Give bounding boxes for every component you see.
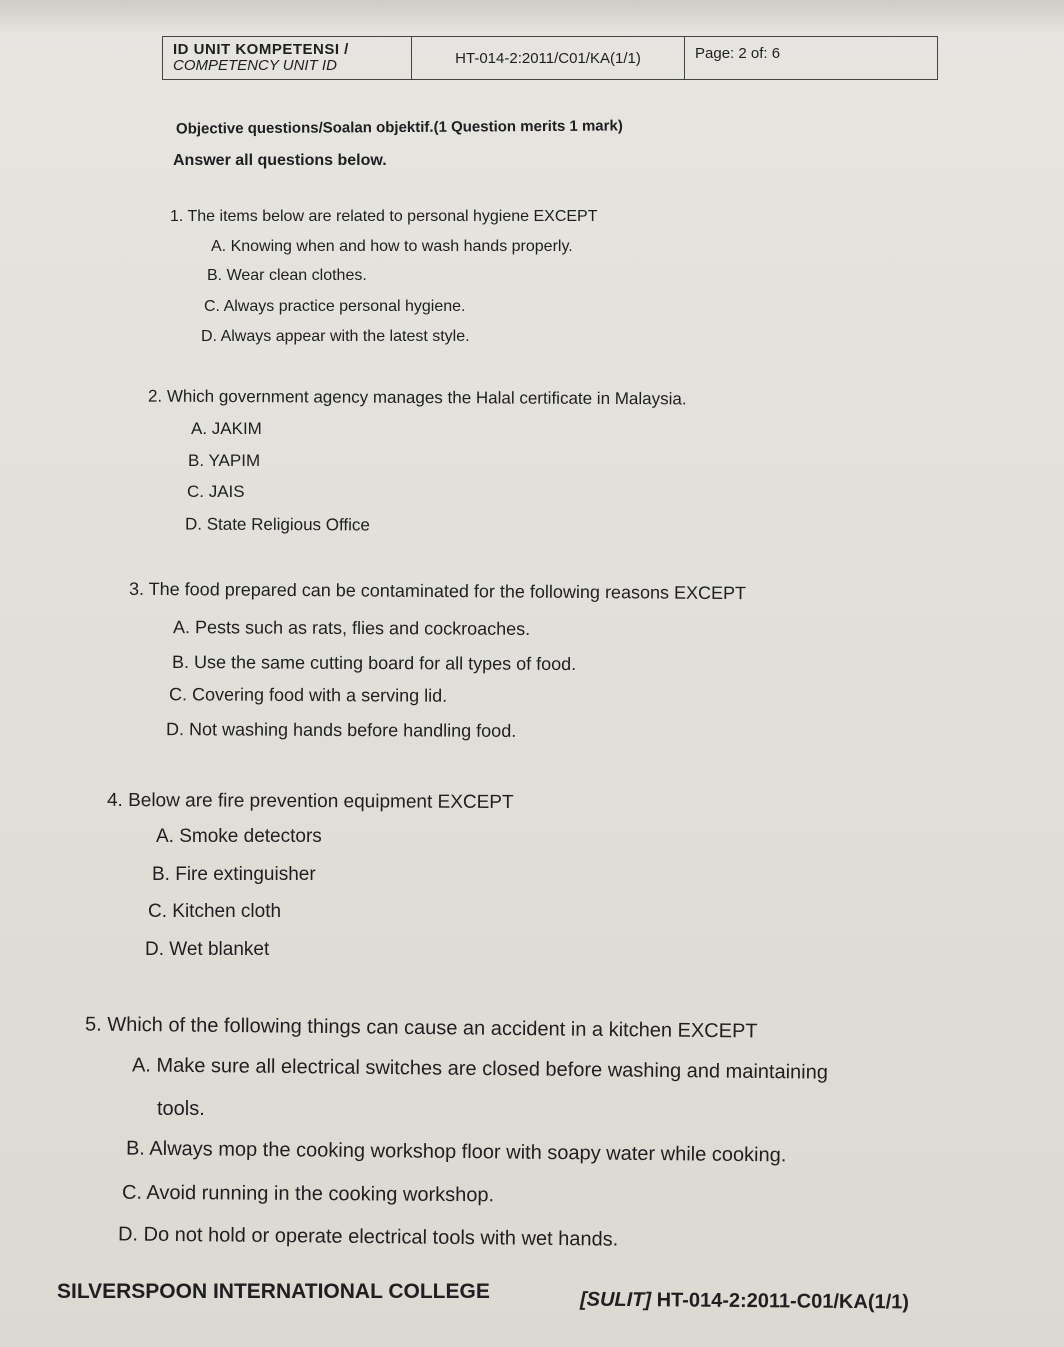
question-3-option-b: B. Use the same cutting board for all types of food. <box>171 651 577 675</box>
question-3: 3. The food prepared can be contaminated for the following reasons EXCEPT <box>128 578 747 604</box>
instruction-answer-all: Answer all questions below. <box>173 152 387 169</box>
question-4: 4. Below are fire prevention equipment EXCEPT <box>106 789 514 814</box>
question-1-option-d: D. Always appear with the latest style. <box>201 328 470 345</box>
question-1: 1. The items below are related to personal hygiene EXCEPT <box>170 208 598 225</box>
question-1-option-a: A. Knowing when and how to wash hands properly. <box>211 238 573 255</box>
question-2-option-b: B. YAPIM <box>188 451 261 470</box>
footer-college-name: SILVERSPOON INTERNATIONAL COLLEGE <box>57 1280 490 1303</box>
question-4-option-c: C. Kitchen cloth <box>148 901 282 922</box>
page-number: Page: 2 of: 6 <box>685 37 938 80</box>
question-5-option-b: B. Always mop the cooking workshop floor with soapy water while cooking. <box>125 1137 787 1167</box>
unit-id-label-english: COMPETENCY UNIT ID <box>173 57 337 74</box>
question-5-option-a: A. Make sure all electrical switches are closed before washing and maintaining <box>131 1054 829 1084</box>
page-top-edge <box>0 0 1064 32</box>
question-2-option-d: D. State Religious Office <box>184 514 370 535</box>
question-4-option-d: D. Wet blanket <box>145 939 270 960</box>
unit-id-cell <box>163 37 412 80</box>
question-1-option-c: C. Always practice personal hygiene. <box>204 298 466 315</box>
question-3-option-a: A. Pests such as rats, flies and cockroaches. <box>172 617 531 639</box>
footer-code: HT-014-2:2011-C01/KA(1/1) <box>656 1289 910 1314</box>
question-2-option-a: A. JAKIM <box>191 419 262 438</box>
header-table <box>162 36 938 80</box>
question-1-option-b: B. Wear clean clothes. <box>207 267 367 284</box>
footer-document-code <box>580 1289 909 1315</box>
question-2: 2. Which government agency manages the Halal certificate in Malaysia. <box>147 386 687 409</box>
question-5: 5. Which of the following things can cause an accident in a kitchen EXCEPT <box>84 1013 758 1043</box>
question-5-option-d: D. Do not hold or operate electrical tools with wet hands. <box>117 1223 619 1251</box>
footer-sulit-label: [SULIT] <box>579 1288 652 1312</box>
unit-id-label-malay: ID UNIT KOMPETENSI / <box>173 41 349 58</box>
unit-code: HT-014-2:2011/C01/KA(1/1) <box>412 37 685 80</box>
instruction-marks: Objective questions/Soalan objektif.(1 Question merits 1 mark) <box>175 117 623 138</box>
question-3-option-c: C. Covering food with a serving lid. <box>168 684 448 706</box>
question-5-option-c: C. Avoid running in the cooking workshop. <box>121 1181 495 1207</box>
question-2-option-c: C. JAIS <box>187 482 245 501</box>
question-4-option-a: A. Smoke detectors <box>156 826 322 847</box>
question-4-option-b: B. Fire extinguisher <box>152 864 316 885</box>
question-3-option-d: D. Not washing hands before handling food. <box>165 719 517 741</box>
question-5-option-a-continued: tools. <box>157 1098 205 1120</box>
